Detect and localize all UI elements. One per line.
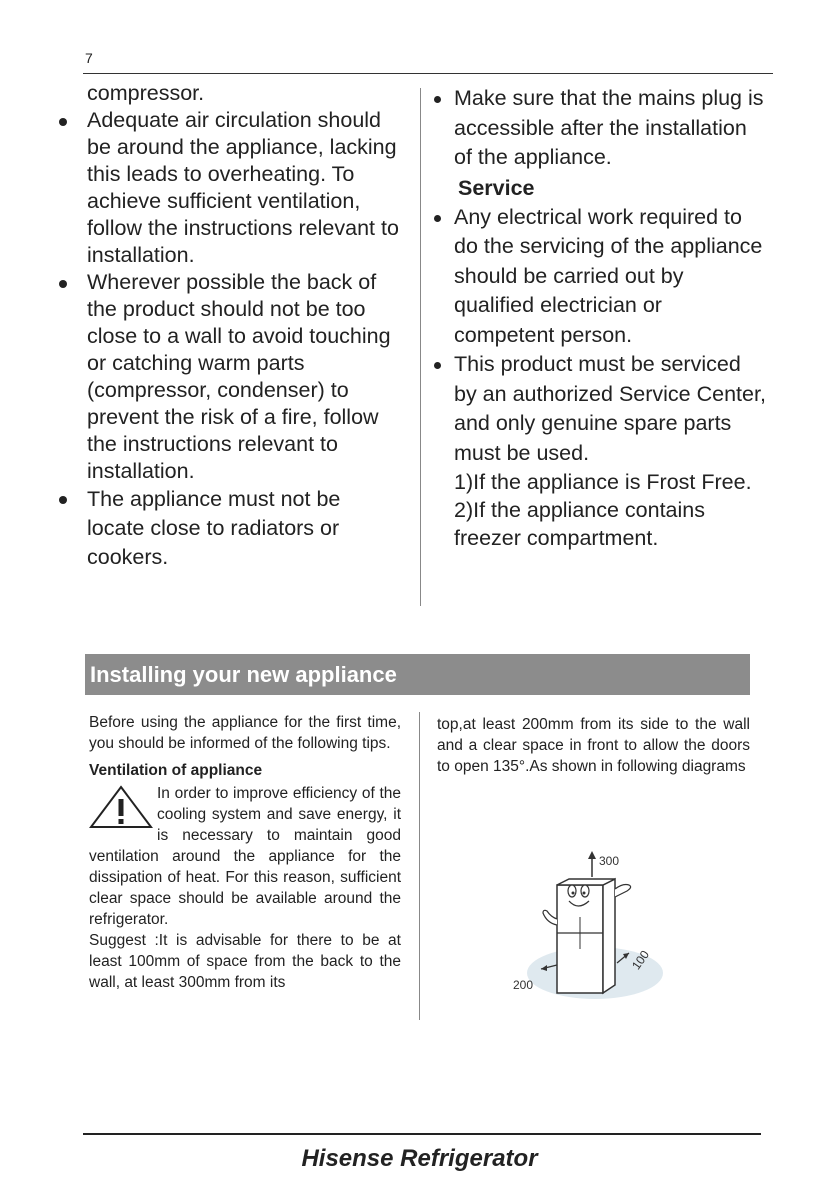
ventilation-heading: Ventilation of appliance [89, 762, 263, 779]
ventilation-text: In order to improve efficiency of the cooling system and save energy, it is necessary to maintain good ventilation around the appliance for the dissipation of heat. For this reason, sufficient clear space should be available around the refrigerator. [89, 785, 401, 928]
footer-brand: Hisense Refrigerator [301, 1145, 538, 1172]
continued-text: compressor. [87, 81, 205, 105]
fridge-hand-icon [615, 885, 631, 898]
top-rule [83, 73, 773, 74]
suggest-text: Suggest :It is advisable for there to be at least 100mm of space from the back to the wall, at least 300mm from its [89, 932, 401, 991]
column-divider [420, 88, 421, 606]
left-column [55, 80, 400, 572]
bullet-mains-plug: Make sure that the mains plug is accessible after the installation of the appliance. [432, 84, 767, 173]
service-heading: Service [458, 175, 535, 200]
page-number: 7 [85, 50, 93, 66]
label-top: 300 [599, 854, 620, 868]
note-frost-free: 1)If the appliance is Frost Free. [454, 470, 752, 494]
label-side: 200 [513, 978, 534, 992]
clearance-diagram [505, 845, 665, 1005]
section-banner: Installing your new appliance [85, 654, 750, 695]
warning-icon [89, 785, 153, 829]
bullet-electrical-work: Any electrical work required to do the servicing of the appliance should be carried out by qualified electrician or competent person. [432, 203, 767, 351]
bullet-radiators: The appliance must not be locate close to radiators or cookers. [55, 485, 400, 572]
label-back: 100 [629, 947, 652, 973]
bullet-wall-distance: Wherever possible the back of the product should not be too close to a wall to avoid touching or catching warm parts (compressor, condenser) to prevent the risk of a fire, follow the instructions relevant to installation. [55, 269, 400, 485]
install-left-column [89, 712, 401, 993]
continued-text-right: top,at least 200mm from its side to the wall and a clear space in front to allow the doors to open 135°.As shown in following diagrams [437, 716, 750, 775]
install-right-column [437, 714, 750, 777]
note-freezer: 2)If the appliance contains freezer compartment. [454, 498, 705, 550]
fridge-eye-icon [568, 885, 576, 897]
right-column [432, 84, 767, 552]
bottom-rule [83, 1133, 761, 1135]
bullet-authorized-service: This product must be serviced by an authorized Service Center, and only genuine spare parts must be used. [432, 350, 767, 468]
bullet-air-circulation: Adequate air circulation should be around the appliance, lacking this leads to overheating. To achieve sufficient ventilation, follow the instructions relevant to installation. [55, 107, 400, 269]
install-column-divider [419, 712, 420, 1020]
install-intro: Before using the appliance for the first time, you should be informed of the following tips. [89, 714, 401, 752]
